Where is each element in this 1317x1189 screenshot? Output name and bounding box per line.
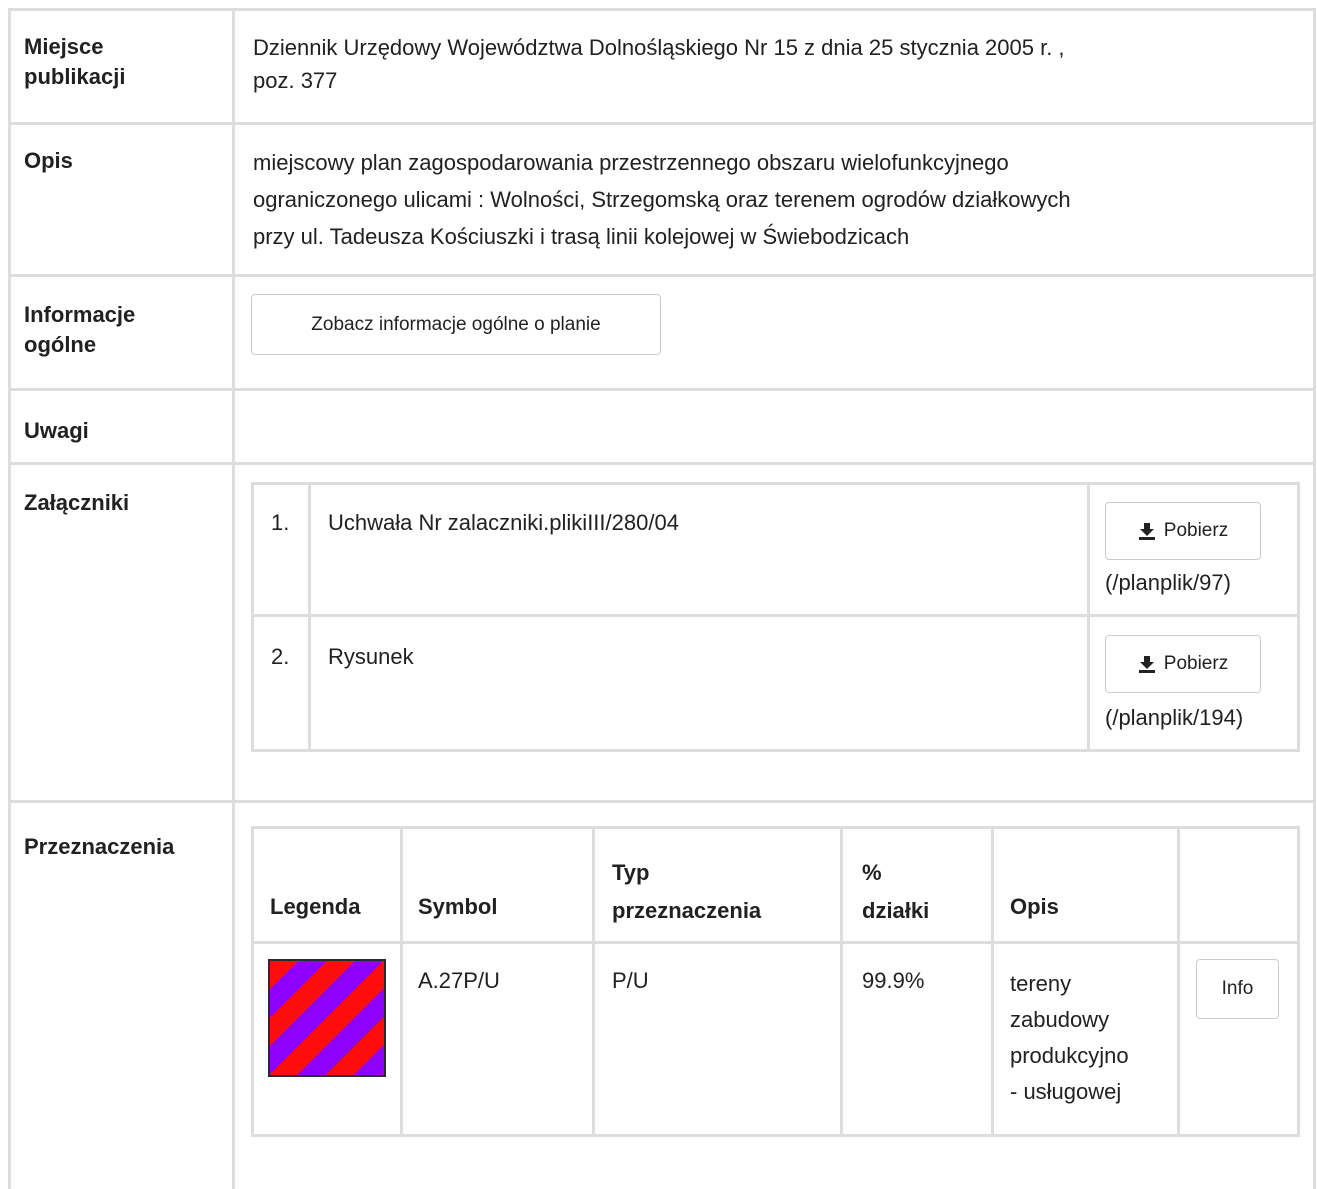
label-przeznaczenia: Przeznaczenia [24,834,175,859]
attachment-link[interactable]: (/planplik/97) [1105,570,1231,595]
header-line: przeznaczenia [612,898,762,923]
description-line: tereny [1010,971,1072,996]
column-divider [232,8,235,1189]
header-symbol: Symbol [418,894,498,919]
table-border-right [1313,8,1316,1189]
legend-swatch [268,959,386,1077]
value-opis [253,144,1071,255]
info-button[interactable]: Info [1196,959,1279,1019]
label-line: ogólne [24,332,97,357]
label-line: Informacje [24,302,136,327]
header-opis: Opis [1010,894,1059,919]
label-informacje-ogolne [24,300,135,360]
header-line: Typ [612,860,650,885]
download-icon [1138,655,1156,673]
row-divider [8,274,1316,277]
table-border-top [8,8,1316,11]
attachment-number: 2. [271,644,290,669]
download-icon [1138,522,1156,540]
download-button[interactable] [1105,502,1261,560]
row-divider [8,388,1316,391]
zoning-table [251,826,1300,1137]
download-button-label: Pobierz [1163,520,1229,541]
header-procent-dzialki [862,854,929,930]
label-miejsce-publikacji [24,32,125,92]
header-line: działki [862,898,930,923]
header-typ-przeznaczenia [612,854,761,930]
zoning-header-divider [251,941,1300,944]
header-line: % [862,860,882,885]
value-line: przy ul. Tadeusza Kościuszki i trasą linii kolejowej w Świebodzicach [253,224,910,249]
label-uwagi: Uwagi [24,418,89,443]
attachment-number: 1. [271,510,290,535]
attachment-name: Rysunek [328,644,414,669]
label-line: Miejsce [24,34,104,59]
attachments-col-divider [308,482,311,752]
value-line: poz. 377 [253,68,338,93]
zoning-col-divider [991,826,994,1137]
label-zalaczniki: Załączniki [24,490,130,515]
row-divider [8,462,1316,465]
label-line: publikacji [24,64,126,89]
zoning-col-divider [1177,826,1180,1137]
attachment-name: Uchwała Nr zalaczniki.plikiIII/280/04 [328,510,679,535]
zoning-symbol: A.27P/U [418,968,500,993]
description-line: zabudowy [1010,1007,1110,1032]
header-legenda: Legenda [270,894,361,919]
description-line: - usługowej [1010,1079,1122,1104]
row-divider [8,800,1316,803]
download-button-label: Pobierz [1163,653,1229,674]
attachments-col-divider [1087,482,1090,752]
label-opis: Opis [24,148,73,173]
zoning-col-divider [400,826,403,1137]
general-info-button[interactable]: Zobacz informacje ogólne o planie [251,294,661,355]
value-miejsce-publikacji [253,31,1065,97]
zoning-percent: 99.9% [862,968,925,993]
value-line: miejscowy plan zagospodarowania przestrzennego obszaru wielofunkcyjnego [253,150,1009,175]
description-line: produkcyjno [1010,1043,1129,1068]
attachment-link[interactable]: (/planplik/194) [1105,705,1244,730]
download-button[interactable] [1105,635,1261,693]
zoning-type: P/U [612,968,649,993]
zoning-col-divider [592,826,595,1137]
value-line: ograniczonego ulicami : Wolności, Strzegomską oraz terenem ogrodów działkowych [253,187,1071,212]
value-line: Dziennik Urzędowy Województwa Dolnośląskiego Nr 15 z dnia 25 stycznia 2005 r. , [253,35,1065,60]
attachments-row-divider [251,614,1300,617]
row-divider [8,122,1316,125]
table-border-left [8,8,11,1189]
zoning-col-divider [840,826,843,1137]
zoning-description [1010,966,1129,1110]
